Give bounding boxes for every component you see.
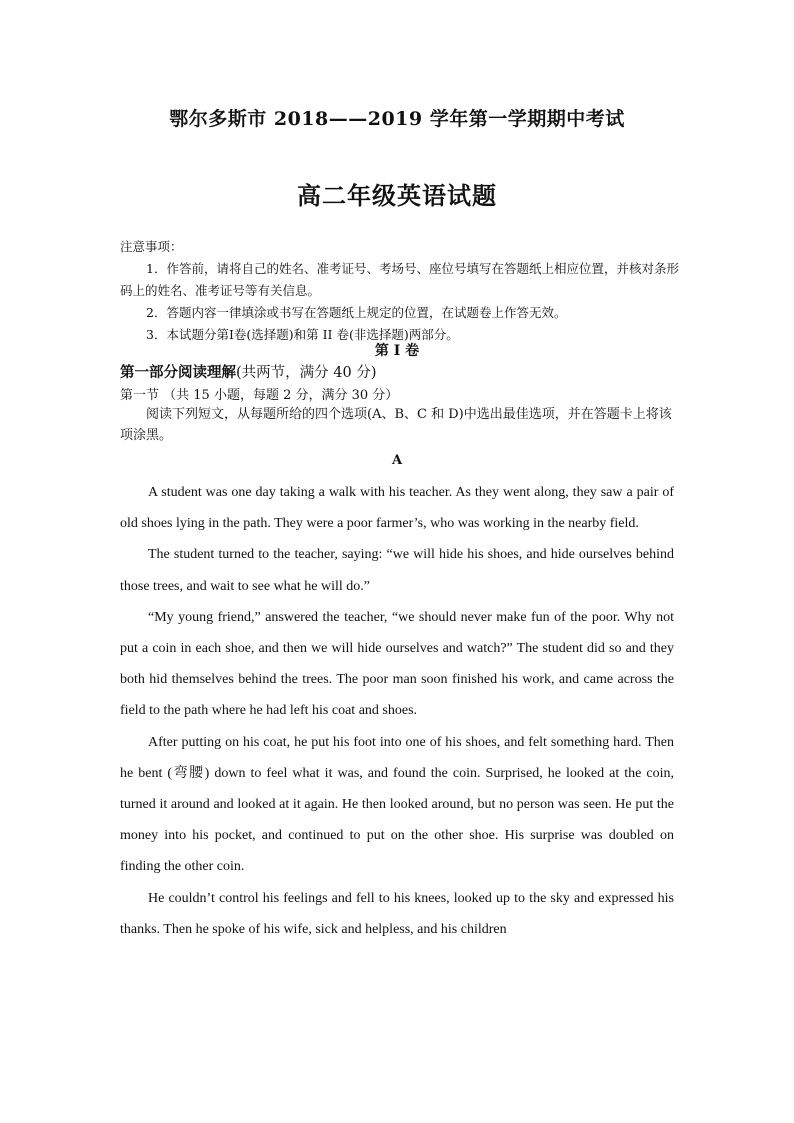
reading-passage <box>120 477 674 945</box>
part-detail: (共两节，满分 40 分) <box>236 365 377 381</box>
volume-label: 第 I 卷 <box>374 343 420 359</box>
section-instruction: 阅读下列短文，从每题所给的四个选项(A、B、C 和 D)中选出最佳选项，并在答题卡上将该项涂黑。 <box>120 407 672 443</box>
passage-label: A <box>391 453 403 468</box>
passage-paragraph: The student turned to the teacher, saying: “we will hide his shoes, and hide ourselves behind those trees, and wait to see what he will do.” <box>120 547 674 594</box>
passage-paragraph: He couldn’t control his feelings and fell to his knees, looked up to the sky and expressed his thanks. Then he spoke of his wife, sick and helpless, and his children <box>120 890 674 937</box>
notice-item-2: 2．答题内容一律填涂或书写在答题纸上规定的位置，在试题卷上作答无效。 <box>146 305 567 320</box>
passage-paragraph: A student was one day taking a walk with his teacher. As they went along, they saw a pair of old shoes lying in the path. They were a poor farmer’s, who was working in the nearby field. <box>120 485 674 532</box>
exam-title: 鄂尔多斯市 2018——2019 学年第一学期期中考试 <box>169 108 625 130</box>
notice-item-3: 3．本试题分第Ⅰ卷(选择题)和第 II 卷(非选择题)两部分。 <box>146 327 459 342</box>
section-heading: 第一节 （共 15 小题，每题 2 分，满分 30 分） <box>120 388 399 403</box>
passage-paragraph: After putting on his coat, he put his foot into one of his shoes, and felt something hard. Then he bent (弯腰) down to feel what it was, and found the coin. Surprised, he looked at the coin, turned it around and looked at it again. He then looked around, but no person was seen. He put the money into his pocket, and continued to put on the other shoe. His surprise was doubled on finding the other coin. <box>120 734 674 875</box>
exam-subtitle: 高二年级英语试题 <box>297 181 497 210</box>
notice-heading: 注意事项： <box>120 239 183 254</box>
passage-paragraph: “My young friend,” answered the teacher, “we should never make fun of the poor. Why not put a coin in each shoe, and then we will hide ourselves and watch?” The student did so and they both hid themselves behind the trees. The poor man soon finished his work, and came across the field to the path where he had left his coat and shoes. <box>120 609 674 719</box>
part-heading <box>120 361 376 382</box>
notice-block <box>120 236 680 346</box>
notice-item-1: 1．作答前，请将自己的姓名、准考证号、考场号、座位号填写在答题纸上相应位置，并核对条形码上的姓名、准考证号等有关信息。 <box>120 261 679 298</box>
part-title: 第一部分阅读理解 <box>120 364 236 381</box>
